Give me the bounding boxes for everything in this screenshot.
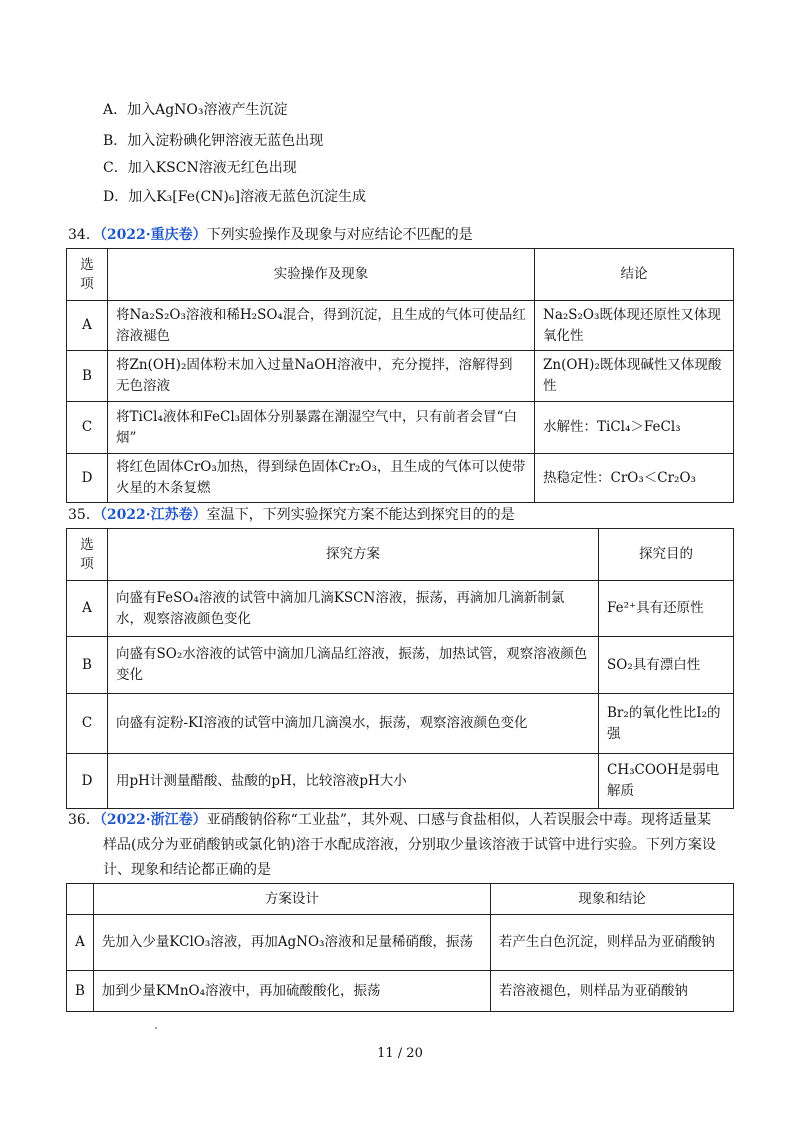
table-row	[67, 581, 734, 637]
table-cell: SO₂具有漂白性	[599, 637, 734, 694]
table-cell: Br₂的氧化性比I₂的强	[599, 694, 734, 754]
question-number: 34．	[68, 227, 100, 243]
table-cell: Na₂S₂O₃既体现还原性又体现氧化性	[535, 301, 734, 351]
table-cell: 向盛有SO₂水溶液的试管中滴加几滴品红溶液，振荡，加热试管，观察溶液颜色变化	[108, 637, 599, 694]
table-header: 选项	[67, 529, 108, 581]
table-cell: Fe²⁺具有还原性	[599, 581, 734, 637]
table-header	[67, 884, 94, 915]
table-row	[67, 694, 734, 754]
table-header: 选项	[67, 249, 108, 301]
table-row	[67, 637, 734, 694]
table-header: 探究目的	[599, 529, 734, 581]
question-number: 35．	[68, 507, 100, 523]
table-cell: 加到少量KMnO₄溶液中，再加硫酸酸化，振荡	[93, 971, 490, 1012]
table-cell: 将红色固体CrO₃加热，得到绿色固体Cr₂O₃，且生成的气体可以使带火星的木条复燃	[108, 454, 535, 503]
table-cell: C	[67, 402, 108, 454]
option-c-prev: C．加入KSCN溶液无红色出现	[103, 160, 297, 176]
table-cell: A	[67, 915, 94, 971]
table-cell: C	[67, 694, 108, 754]
question-text: 室温下，下列实验探究方案不能达到探究目的的是	[206, 507, 515, 523]
table-cell: 用pH计测量醋酸、盐酸的pH，比较溶液pH大小	[108, 754, 599, 809]
table-cell: 先加入少量KClO₃溶液，再加AgNO₃溶液和足量稀硝酸，振荡	[93, 915, 490, 971]
table-cell: 若产生白色沉淀，则样品为亚硝酸钠	[490, 915, 733, 971]
question-35-stem	[68, 505, 515, 525]
question-36-stem	[68, 810, 711, 830]
table-row	[67, 915, 734, 971]
table-row	[67, 301, 734, 351]
table-cell: 将TiCl₄液体和FeCl₃固体分别暴露在潮湿空气中，只有前者会冒“白烟”	[108, 402, 535, 454]
table-row	[67, 454, 734, 503]
table-header: 实验操作及现象	[108, 249, 535, 301]
table-cell: B	[67, 351, 108, 402]
table-header: 结论	[535, 249, 734, 301]
table-cell: 热稳定性：CrO₃＜Cr₂O₃	[535, 454, 734, 503]
option-b-prev: B．加入淀粉碘化钾溶液无蓝色出现	[103, 133, 324, 149]
table-header: 方案设计	[93, 884, 490, 915]
question-source: （2022·重庆卷）	[99, 227, 207, 243]
question-source: （2022·浙江卷）	[99, 812, 207, 828]
table-cell: D	[67, 754, 108, 809]
table-cell: A	[67, 581, 108, 637]
question-text: 亚硝酸钠俗称“工业盐”，其外观、口感与食盐相似，人若误服会中毒。现将适量某	[206, 812, 711, 828]
question-36-stem-line2: 样品(成分为亚硝酸钠或氯化钠)溶于水配成溶液，分别取少量该溶液于试管中进行实验。下列方案设	[103, 837, 716, 853]
page-number: 11 / 20	[377, 1046, 423, 1061]
table-cell: 将Na₂S₂O₃溶液和稀H₂SO₄混合，得到沉淀，且生成的气体可使品红溶液褪色	[108, 301, 535, 351]
table-cell: CH₃COOH是弱电解质	[599, 754, 734, 809]
table-row	[67, 971, 734, 1012]
table-row	[67, 402, 734, 454]
question-number: 36．	[68, 812, 100, 828]
question-35-table	[66, 528, 734, 809]
table-cell: Zn(OH)₂既体现碱性又体现酸性	[535, 351, 734, 402]
question-36-stem-line3: 计、现象和结论都正确的是	[103, 862, 271, 878]
question-text: 下列实验操作及现象与对应结论不匹配的是	[206, 227, 473, 243]
question-36-table	[66, 883, 734, 1012]
table-cell: B	[67, 971, 94, 1012]
divider	[155, 1027, 157, 1029]
question-34-table	[66, 248, 734, 503]
option-d-prev: D．加入K₃[Fe(CN)₆]溶液无蓝色沉淀生成	[103, 189, 366, 205]
table-cell: B	[67, 637, 108, 694]
table-cell: 向盛有淀粉-KI溶液的试管中滴加几滴溴水，振荡，观察溶液颜色变化	[108, 694, 599, 754]
table-cell: A	[67, 301, 108, 351]
table-cell: 水解性：TiCl₄＞FeCl₃	[535, 402, 734, 454]
table-cell: 若溶液褪色，则样品为亚硝酸钠	[490, 971, 733, 1012]
table-header: 探究方案	[108, 529, 599, 581]
table-cell: 向盛有FeSO₄溶液的试管中滴加几滴KSCN溶液，振荡，再滴加几滴新制氯水，观察溶液颜色变化	[108, 581, 599, 637]
table-row	[67, 754, 734, 809]
question-source: （2022·江苏卷）	[99, 507, 207, 523]
table-row	[67, 351, 734, 402]
table-cell: D	[67, 454, 108, 503]
question-34-stem	[68, 225, 473, 245]
table-header: 现象和结论	[490, 884, 733, 915]
table-cell: 将Zn(OH)₂固体粉末加入过量NaOH溶液中，充分搅拌，溶解得到无色溶液	[108, 351, 535, 402]
option-a-prev: A．加入AgNO₃溶液产生沉淀	[103, 102, 288, 118]
